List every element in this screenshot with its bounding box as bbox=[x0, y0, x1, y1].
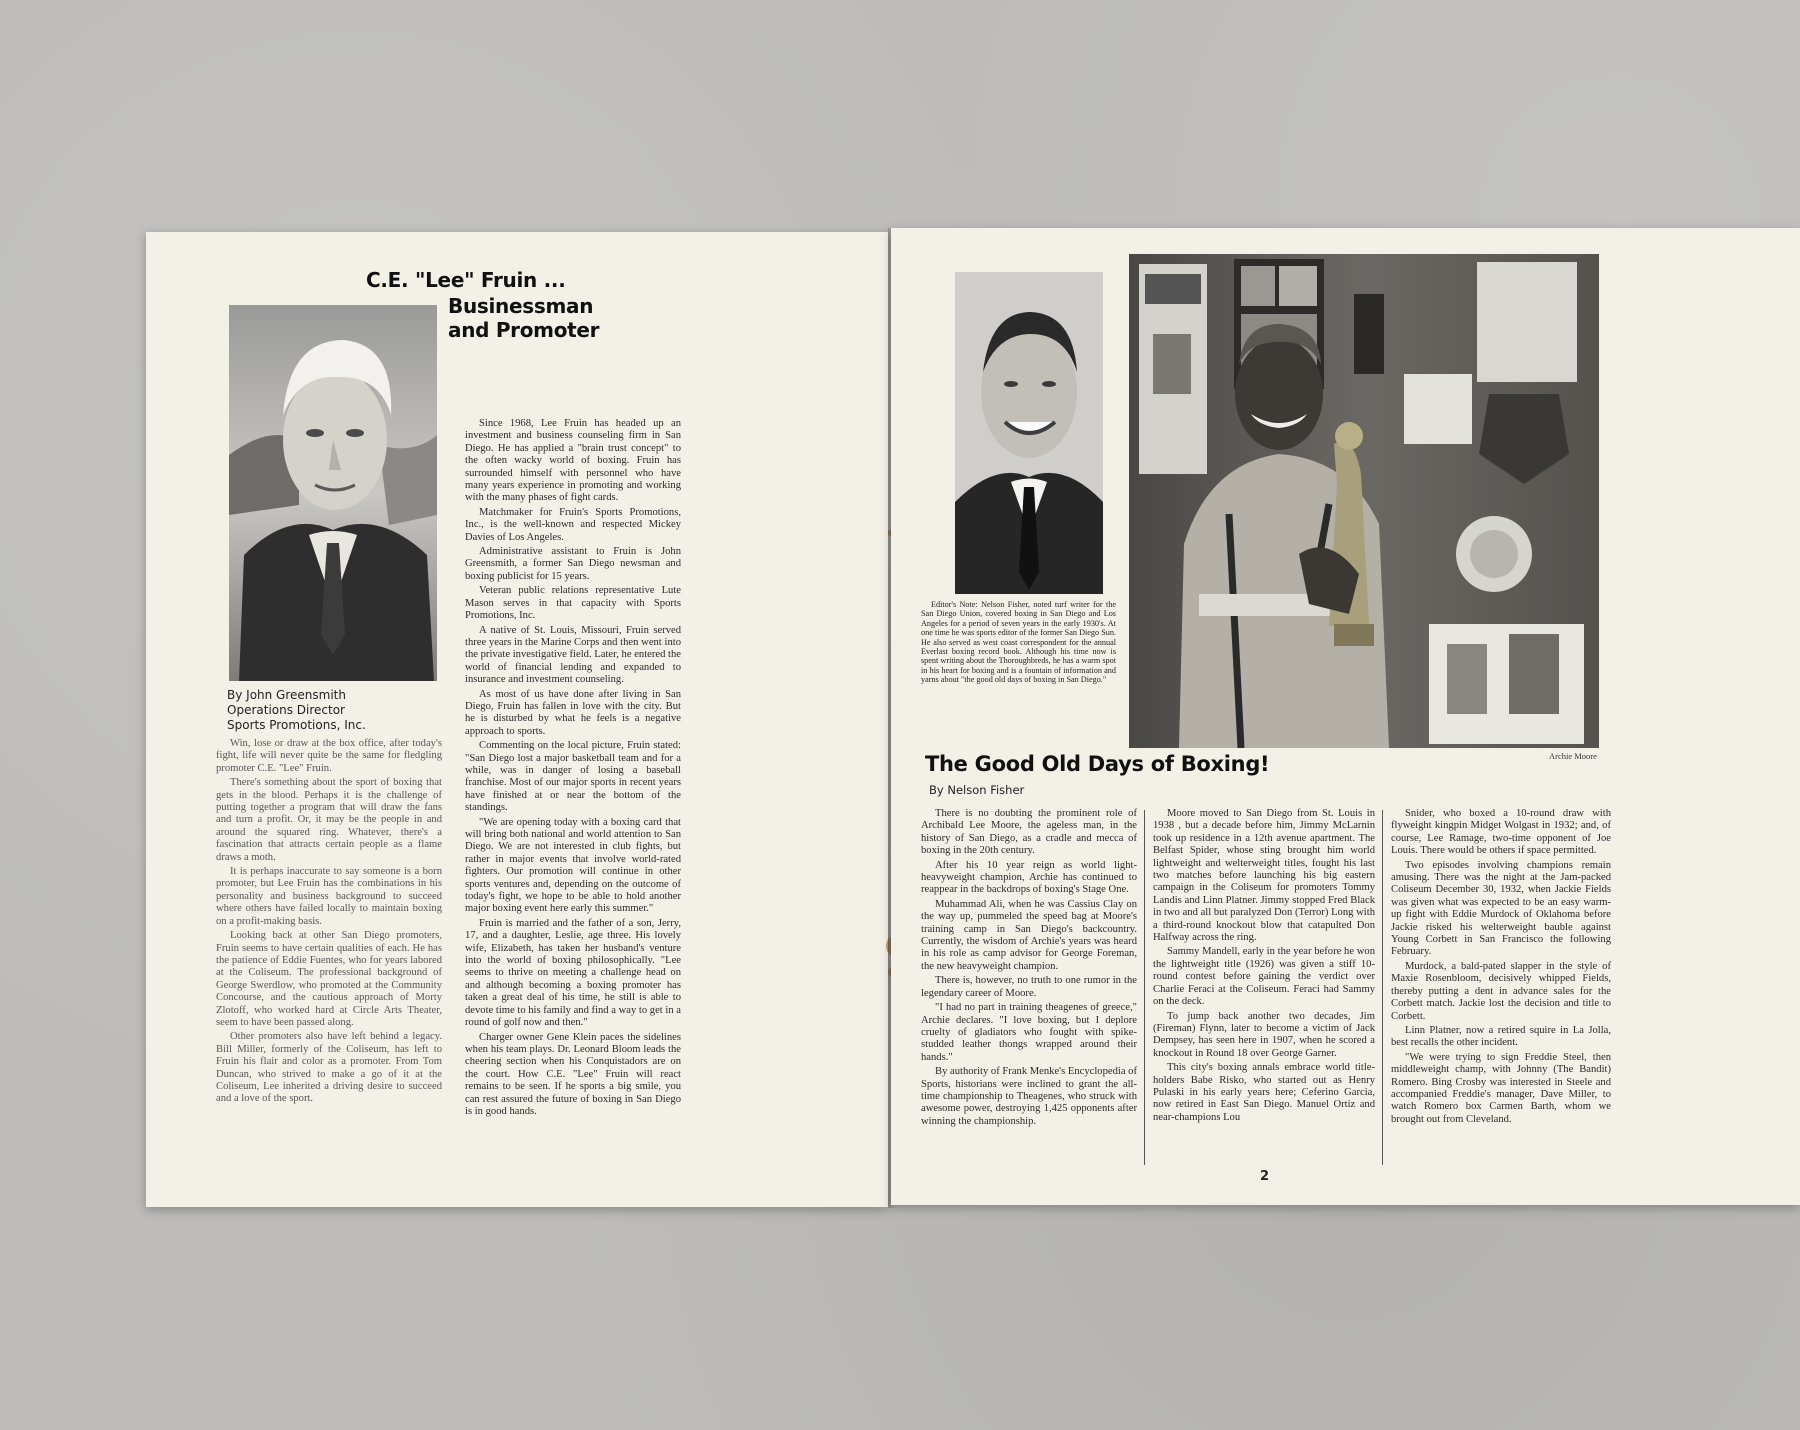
right-page bbox=[891, 228, 1800, 1205]
paragraph: Sammy Mandell, early in the year before he won the lightweight title (1926) was given a stiff 10-round contest before gaining the verdict over Charlie Feraci at the Coliseum. Feraci had Sammy on the deck. bbox=[1153, 946, 1375, 1008]
paragraph: Win, lose or draw at the box office, after today's fight, life will never quite be the same for fledgling promoter C.E. "Lee" Fruin. bbox=[216, 738, 442, 774]
paragraph: Since 1968, Lee Fruin has headed up an investment and business counseling firm in San Diego. He has applied a "brain trust concept" to the often wacky world of boxing. Fruin has surrounded himself with personnel who have many years experience in promoting and working with the many phases of fight cards. bbox=[465, 418, 681, 504]
paragraph: Charger owner Gene Klein paces the sidelines when his team plays. Dr. Leonard Bloom leads the cheering section when his Conquistadors are on the court. How C.E. "Lee" Fruin will react remains to be seen. If he sports a big smile, you can rest assured the future of boxing in San Diego is in good hands. bbox=[465, 1031, 681, 1117]
byline-title: Operations Director bbox=[227, 703, 345, 717]
right-article-column-3 bbox=[1391, 808, 1611, 1128]
paragraph: There is, however, no truth to one rumor in the legendary career of Moore. bbox=[921, 975, 1137, 999]
right-headline: The Good Old Days of Boxing! bbox=[925, 752, 1270, 776]
paragraph: Murdock, a bald-pated slapper in the style of Maxie Rosenbloom, decisively whipped Fields, thereby putting a dent in advance sales for the Corbett match. Jackie lost the decision and title to Corbett. bbox=[1391, 960, 1611, 1022]
editors-note-caption bbox=[921, 600, 1116, 685]
byline-author: By John Greensmith bbox=[227, 688, 346, 702]
paragraph: "I had no part in training theagenes of greece," Archie declares. "I love boxing, but I deplore cruelty of gladiators who fought with spike-studded leather thongs wrapped around their hands." bbox=[921, 1002, 1137, 1063]
photo-credit-archie-moore: Archie Moore bbox=[1549, 751, 1597, 761]
paragraph: Other promoters also have left behind a legacy. Bill Miller, formerly of the Coliseum, has left to Fruin his flair and color as a promoter. From Tom Duncan, who strived to make a go of it at the Coliseum, Lee inherited a driving desire to succeed and a love of the sport. bbox=[216, 1031, 442, 1105]
paragraph: By authority of Frank Menke's Encyclopedia of Sports, historians were inclined to grant the all-time championship to Theagenes, who struck with awesome power, destroying 1,425 opponents after winning the championship. bbox=[921, 1066, 1137, 1127]
paragraph: To jump back another two decades, Jim (Fireman) Flynn, later to become a victim of Jack Dempsey, has seen here in 1907, when he scored a knockout in Round 18 over George Garner. bbox=[1153, 1010, 1375, 1059]
paragraph: Administrative assistant to Fruin is John Greensmith, a former San Diego newsman and boxing publicist for 15 years. bbox=[465, 546, 681, 582]
paragraph: After his 10 year reign as world light-heavyweight champion, Archie has continued to reappear in the backdrops of boxing's Stage One. bbox=[921, 859, 1137, 896]
nelson-fisher-image bbox=[955, 272, 1103, 594]
left-headline-line1: C.E. "Lee" Fruin ... bbox=[366, 268, 566, 292]
right-byline: By Nelson Fisher bbox=[929, 783, 1025, 797]
left-byline bbox=[227, 688, 447, 733]
page-number: 2 bbox=[1260, 1169, 1270, 1184]
left-article-column-2 bbox=[465, 418, 681, 1120]
archie-moore-image bbox=[1129, 254, 1599, 748]
left-page bbox=[146, 232, 888, 1207]
column-divider bbox=[1382, 810, 1383, 1165]
paragraph: "We are opening today with a boxing card that will bring both national and world attention to San Diego. We are not interested in club fights, but rather in major events that involve world-rated fighters. Our promotion will continue in other sports ventures and, depending on the outcome of today's fight, we hope to be able to hold another major boxing event here early this summer." bbox=[465, 816, 681, 915]
paragraph: A native of St. Louis, Missouri, Fruin served three years in the Marine Corps and then went into the private investigative field. Later, he entered the world of financial lending and expanded to insurance and investment counseling. bbox=[465, 624, 681, 686]
paragraph: Looking back at other San Diego promoters, Fruin seems to have certain qualities of each. He has the patience of Eddie Fuentes, who for years labored at the Coliseum. The professional background of George Swerdlow, who promoted at the Community Concourse, and the cautious approach of Morty Zlotoff, who worked hard at Circle Arts Theater, seem to have been passed along. bbox=[216, 930, 442, 1028]
left-headline-line3: and Promoter bbox=[448, 318, 600, 342]
paragraph: Veteran public relations representative Lute Mason serves in that capacity with Sports Promotions, Inc. bbox=[465, 585, 681, 622]
paragraph: Fruin is married and the father of a son, Jerry, 17, and a daughter, Leslie, age three. His lovely wife, Elizabeth, has taken her husband's venture into the world of boxing philosophically. "Lee seems to thrive on meeting a challenge head on and although becoming a boxing promoter has taken a great deal of his time, he still is able to devote time to his family and find a way to get in a round of golf now and then." bbox=[465, 917, 681, 1029]
left-headline-line2: Businessman bbox=[448, 294, 594, 318]
left-article-column-1 bbox=[216, 738, 442, 1108]
paragraph: This city's boxing annals embrace world title-holders Babe Risko, who started out as Henry Pulaski in his early years here; Ceferino Garcia, now retired in East San Diego. Manuel Ortiz and near-champions Lou bbox=[1153, 1062, 1375, 1123]
paragraph: Matchmaker for Fruin's Sports Promotions, Inc., is the well-known and respected Mickey Davies of Los Angeles. bbox=[465, 506, 681, 543]
paragraph: There's something about the sport of boxing that gets in the blood. Perhaps it is the challenge of putting together a program that will draw the fans and turn a profit. Or, it may be the people in and around the squared ring. Whatever, there's a fascination that attracts certain people as a flame draws a moth. bbox=[216, 777, 442, 863]
paragraph: "We were trying to sign Freddie Steel, then middleweight champ, with Johnny (The Bandit) Romero. Bing Crosby was interested in Steele and accompanied Freddie's manager, Dave Miller, to watch Romero box Carmen Barth, whom we brought out from Cleveland. bbox=[1391, 1051, 1611, 1125]
right-article-column-1 bbox=[921, 808, 1137, 1130]
editors-note-text: Editor's Note: Nelson Fisher, noted turf writer for the San Diego Union, covered boxing in San Diego and Los Angeles for a period of seven years in the early 1930's. At one time he was sports editor of the former San Diego Sun. He also served as west coast correspondent for the annual Everlast boxing record book. Although his time now is spent writing about the Thoroughbreds, he has a warm spot in his heart for boxing and is a fountain of information and yarns about "the good old days of boxing in San Diego." bbox=[921, 600, 1116, 685]
fruin-portrait-image bbox=[229, 305, 437, 681]
paragraph: Muhammad Ali, when he was Cassius Clay on the way up, pummeled the speed bag at Moore's training camp in San Diego's backcountry. Currently, the wisdom of Archie's years was heard in his role as camp advisor for George Foreman, the new heavyweight champion. bbox=[921, 898, 1137, 972]
column-divider bbox=[1144, 810, 1145, 1165]
paragraph: Commenting on the local picture, Fruin stated: "San Diego lost a major basketball team and for a while, was in danger of losing a baseball franchise. Most of our major sports in recent years have finished at or near the bottom of the standings. bbox=[465, 740, 681, 814]
paragraph: It is perhaps inaccurate to say someone is a born promoter, but Lee Fruin has the combinations in his personality and business background to succeed where others have failed locally to maintain boxing on a profit-making basis. bbox=[216, 866, 442, 927]
open-booklet bbox=[146, 228, 1656, 1208]
fruin-portrait-photo bbox=[229, 305, 437, 681]
paragraph: There is no doubting the prominent role of Archibald Lee Moore, the ageless man, in the history of San Diego, as a cradle and mecca of boxing in the 20th century. bbox=[921, 808, 1137, 857]
byline-company: Sports Promotions, Inc. bbox=[227, 718, 366, 732]
paragraph: Linn Platner, now a retired squire in La Jolla, best recalls the other incident. bbox=[1391, 1024, 1611, 1049]
paragraph: As most of us have done after living in San Diego, Fruin has fallen in love with the city. But he is disturbed by what he feels is a negative approach to sports. bbox=[465, 688, 681, 737]
paragraph: Two episodes involving champions remain amusing. There was the night at the Jam-packed Coliseum December 30, 1932, when Jackie Fields was given what was expected to be an easy warm-up fight with Eddie Murdock of Oklahoma before Jackie risked his welterweight bauble against Young Corbett in San Francisco the following February. bbox=[1391, 859, 1611, 958]
archie-moore-photo bbox=[1129, 254, 1599, 748]
paragraph: Snider, who boxed a 10-round draw with flyweight kingpin Midget Wolgast in 1932; and, of course, Lee Ramage, two-time opponent of Joe Louis. There would be others if space permitted. bbox=[1391, 808, 1611, 857]
paragraph: Moore moved to San Diego from St. Louis in 1938 , but a decade before him, Jimmy McLarnin took up residence in a 12th avenue apartment. The Belfast Spider, whose sting brought him world lightweight and welterweight titles, fought his last two matches before launching his big eastern campaign in the Coliseum for promoters Tommy Landis and Linn Platner. Jimmy stopped Fred Black in two and all but paralyzed Don (Terror) Long with a third-round knockout blow that catapulted Don Halfway across the ring. bbox=[1153, 808, 1375, 944]
right-article-column-2 bbox=[1153, 808, 1375, 1126]
nelson-fisher-photo bbox=[955, 272, 1103, 594]
